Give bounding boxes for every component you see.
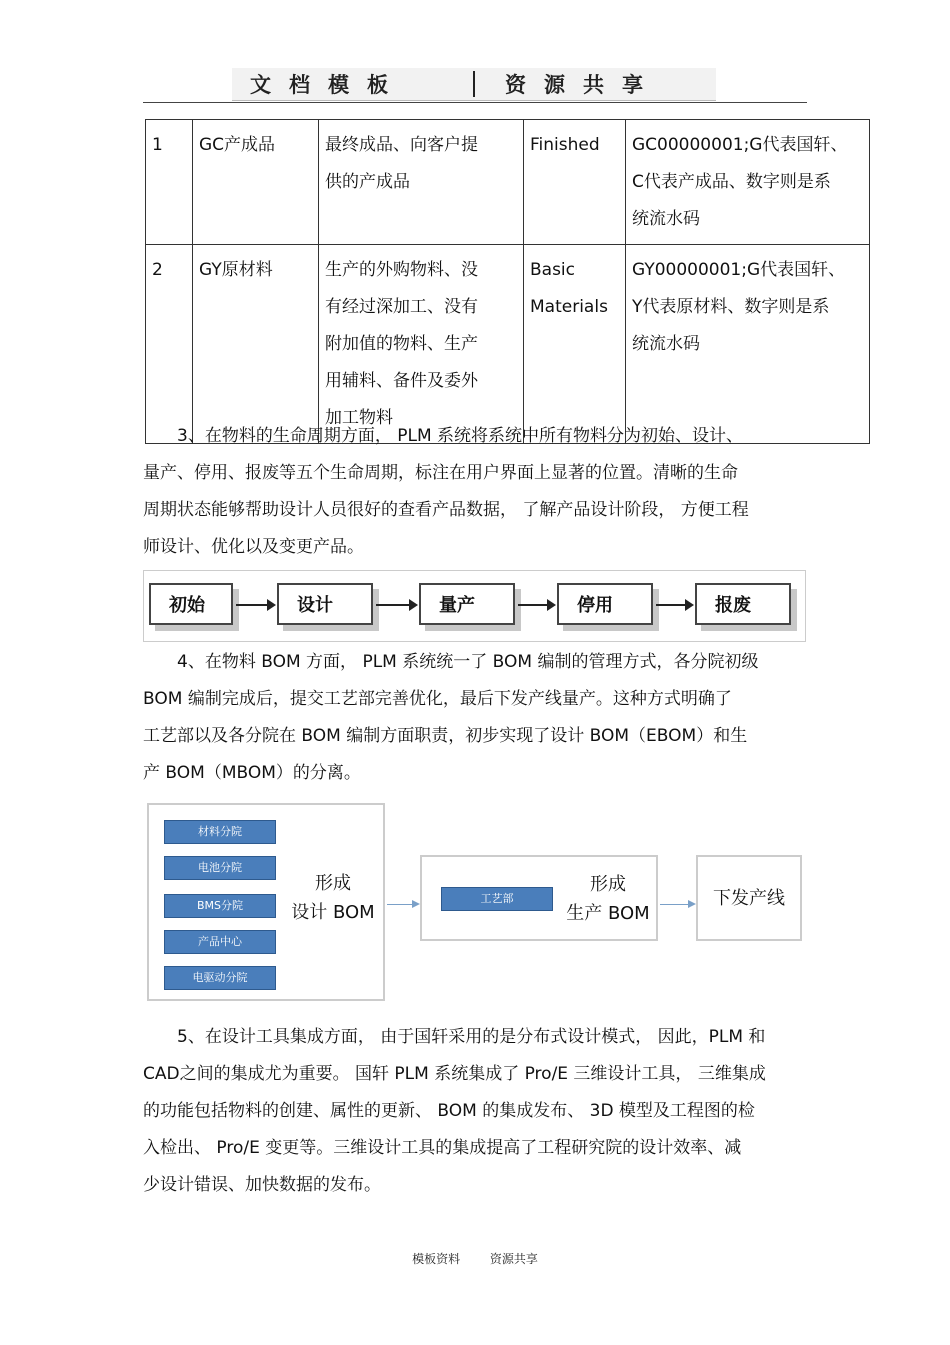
paragraph-line: 的功能包括物料的创建、属性的更新、 BOM 的集成发布、 3D 模型及工程图的检: [143, 1101, 755, 1121]
paragraph-line: 4、在物料 BOM 方面， PLM 系统统一了 BOM 编制的管理方式，各分院初级: [143, 652, 759, 672]
material-type-table: [145, 119, 870, 444]
page-footer: [0, 1250, 950, 1267]
lifecycle-stage: 设计: [277, 583, 373, 625]
paragraph-line: 入检出、 Pro/E 变更等。三维设计工具的集成提高了工程研究院的设计效率、减: [143, 1138, 742, 1158]
flow-arrow: [376, 604, 416, 606]
release-label: 下发产线: [713, 888, 785, 909]
department-label: 产品中心: [164, 930, 276, 954]
table-cell-no: 1: [146, 120, 193, 245]
paragraph-line: BOM 编制完成后，提交工艺部完善优化，最后下发产线量产。这种方式明确了: [143, 689, 732, 709]
paragraph-line: 少设计错误、加快数据的发布。: [143, 1175, 381, 1195]
production-bom-box: [420, 855, 658, 941]
paragraph-line: 周期状态能够帮助设计人员很好的查看产品数据， 了解产品设计阶段， 方便工程: [143, 500, 749, 520]
flow-arrow: [236, 604, 274, 606]
table-cell-no: 2: [146, 245, 193, 444]
department-label: 材料分院: [164, 820, 276, 844]
flow-arrow: [660, 904, 694, 905]
lifecycle-stage: 初始: [149, 583, 233, 625]
design-bom-box: [147, 803, 385, 1001]
table-cell-code: GY原材料: [193, 245, 319, 444]
table-row: [146, 120, 870, 245]
header-left-text: 文档模板: [250, 72, 406, 97]
paragraph-line: 工艺部以及各分院在 BOM 编制方面职责，初步实现了设计 BOM（EBOM）和生: [143, 726, 748, 746]
department-label: 电池分院: [164, 856, 276, 880]
table-cell-rule: GC00000001;G代表国轩、 C代表产成品、数字则是系 统流水码: [626, 120, 870, 245]
header-rule: [143, 102, 807, 103]
table-cell-rule: GY00000001;G代表国轩、 Y代表原材料、数字则是系 统流水码: [626, 245, 870, 444]
paragraph-line: 师设计、优化以及变更产品。: [143, 537, 364, 557]
paragraph-line: CAD之间的集成尤为重要。 国轩 PLM 系统集成了 Pro/E 三维设计工具， 三维集成: [143, 1064, 766, 1084]
lifecycle-flow-diagram: [143, 570, 806, 642]
table-row: [146, 245, 870, 444]
header-banner: [232, 68, 716, 101]
production-bom-label: 形成 生产 BOM: [566, 874, 650, 924]
footer-left-text: 模板资料: [412, 1252, 461, 1266]
table-cell-desc: 生产的外购物料、没 有经过深加工、没有 附加值的物料、生产 用辅料、备件及委外 加工物料: [319, 245, 524, 444]
paragraph-bom: [143, 644, 807, 792]
table-cell-desc: 最终成品、向客户提 供的产成品: [319, 120, 524, 245]
paragraph-line: 产 BOM（MBOM）的分离。: [143, 763, 361, 783]
lifecycle-stage: 停用: [557, 583, 653, 625]
process-dept-label: 工艺部: [441, 887, 553, 911]
footer-right-text: 资源共享: [489, 1252, 538, 1266]
paragraph-line: 3、在物料的生命周期方面， PLM 系统将系统中所有物料分为初始、设计、: [143, 426, 744, 446]
design-bom-label: 形成 设计 BOM: [291, 873, 375, 923]
lifecycle-stage: 报废: [695, 583, 791, 625]
release-box: [696, 855, 802, 941]
table-cell-en: Basic Materials: [524, 245, 626, 444]
table-cell-code: GC产成品: [193, 120, 319, 245]
paragraph-line: 量产、停用、报废等五个生命周期，标注在用户界面上显著的位置。清晰的生命: [143, 463, 738, 483]
lifecycle-stage: 量产: [419, 583, 515, 625]
department-label: BMS分院: [164, 894, 276, 918]
header-right-text: 资源共享: [505, 72, 661, 97]
header-separator: [473, 71, 475, 97]
table-cell-en: Finished: [524, 120, 626, 245]
paragraph-lifecycle: [143, 418, 807, 566]
department-label: 电驱动分院: [164, 966, 276, 990]
flow-arrow: [656, 604, 692, 606]
flow-arrow: [387, 904, 418, 905]
flow-arrow: [518, 604, 554, 606]
paragraph-cad-integration: [143, 1019, 807, 1204]
paragraph-line: 5、在设计工具集成方面， 由于国轩采用的是分布式设计模式， 因此，PLM 和: [143, 1027, 766, 1047]
